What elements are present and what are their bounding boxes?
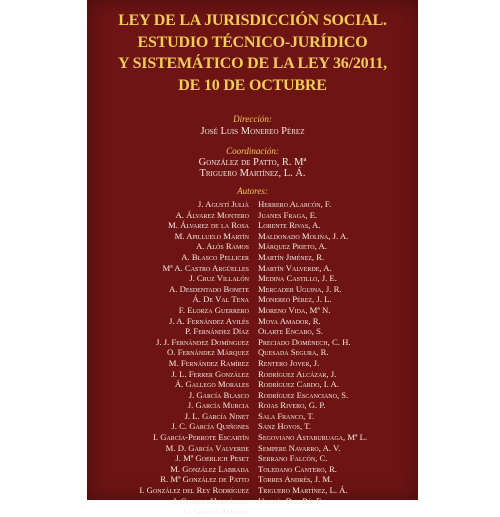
author-name: Rodríguez Cardo, I. A. <box>258 379 339 390</box>
author-name: Valdés Dal Ré, F. <box>258 495 323 506</box>
author-name: J. L. García Ninet <box>184 410 249 421</box>
author-name: A. Alós Ramos <box>195 241 249 252</box>
author-name: Rojas Rivero, G. P. <box>258 400 326 411</box>
author-name: J. García Murcia <box>187 400 249 411</box>
author-name: Rentero Jover, J. <box>258 357 320 368</box>
author-name: Juanes Fraga, E. <box>258 209 318 220</box>
author-name: Toledano Cantero, R. <box>258 463 337 474</box>
book-title <box>87 10 418 96</box>
title-line-4: DE 10 DE OCTUBRE <box>178 76 327 94</box>
author-name: Martín Jiménez, R. <box>258 251 325 262</box>
author-name: Sanz Hoyos, T. <box>258 421 311 432</box>
author-name: M. D. García Valverde <box>165 442 249 453</box>
author-name: J. Cruz Villalón <box>189 273 249 284</box>
author-name: J. Gorelli Hernández <box>172 495 249 506</box>
author-name: R. Mª González de Patto <box>160 474 249 485</box>
title-line-3: Y SISTEMÁTICO DE LA LEY 36/2011, <box>118 55 387 72</box>
author-name: Moreno Vida, Mª N. <box>258 304 331 315</box>
author-name: Olarte Encabo, S. <box>258 326 324 337</box>
author-name: J. Mª Goerlich Peset <box>175 453 249 464</box>
coordinator-name-2: Triguero Martínez, L. Á. <box>199 168 306 179</box>
author-name: F. Elorza Guerrero <box>178 304 249 315</box>
author-name: Herrero Alarcón, F. <box>258 199 332 209</box>
author-name: M. Álvarez de la Rosa <box>168 220 249 231</box>
author-name: Monereo Pérez, J. L. <box>258 294 332 305</box>
author-name: Quesada Segura, R. <box>258 347 329 358</box>
author-name: Mª A. Castro Argüelles <box>162 262 249 273</box>
author-name: J. Agustí Julià <box>197 199 249 209</box>
author-name: M. Fernández Ramírez <box>168 357 249 368</box>
author-name: Á. Gallego Morales <box>174 379 249 390</box>
author-name: Torres Andrés, J. M. <box>258 474 333 485</box>
author-name: J. J. Fernández Domínguez <box>155 336 249 347</box>
author-name: G. Gracia Alegría <box>183 506 249 517</box>
coordinator-name-1: González de Patto, R. Mª <box>198 157 307 168</box>
author-name: A. Blasco Pellicer <box>181 251 249 262</box>
author-name: M. Apilluelo Martín <box>174 230 249 241</box>
author-name: M. González Labrada <box>170 463 249 474</box>
author-name: Martín Valverde, A. <box>258 262 332 273</box>
author-name: Sala Franco, T. <box>258 410 315 421</box>
direccion-label: Dirección: <box>233 114 272 124</box>
title-line-1: LEY DE LA JURISDICCIÓN SOCIAL. <box>118 12 387 29</box>
author-name: Serrano Falcón, C. <box>258 453 328 464</box>
author-name: I. García-Perrote Escartín <box>152 432 249 443</box>
authors-left-column <box>87 199 249 517</box>
author-name: J. A. Fernández Avilés <box>169 315 249 326</box>
authors-right-column <box>258 199 418 506</box>
author-name: Á. De Val Tena <box>192 294 249 305</box>
author-name: I. González del Rey Rodríguez <box>139 485 249 496</box>
author-name: Medina Castillo, J. E. <box>258 273 337 284</box>
author-name: Triguero Martínez, L. Á. <box>258 485 348 496</box>
author-name: A. Desdentado Bonete <box>168 283 249 294</box>
author-name: J. C. García Quiñones <box>171 421 249 432</box>
author-name: Márquez Prieto, A. <box>258 241 327 252</box>
coordinacion-label: Coordinación: <box>226 146 279 156</box>
author-name: Lorente Rivas, A. <box>258 220 321 231</box>
author-name: J. L. Ferrer González <box>171 368 249 379</box>
direccion-name: José Luis Monereo Pérez <box>200 126 305 137</box>
author-name: J. García Blasco <box>188 389 249 400</box>
author-name: Preciado Domènech, C. H. <box>258 336 351 347</box>
authors-list <box>87 199 418 517</box>
author-name: Rodríguez Alcázar, J. <box>258 368 337 379</box>
author-name: Maldonado Molina, J. A. <box>258 230 349 241</box>
author-name: Segoviano Astaburuaga, Mª L. <box>258 432 368 443</box>
author-name: Mercader Uguina, J. R. <box>258 283 342 294</box>
author-name: Sempere Navarro, A. V. <box>258 442 341 453</box>
author-name: O. Fernández Márquez <box>166 347 249 358</box>
author-name: A. Álvarez Montero <box>175 209 249 220</box>
autores-label: Autores: <box>237 186 268 196</box>
author-name: Rodríguez Escanciano, S. <box>258 389 349 400</box>
book-cover <box>87 0 418 517</box>
author-name: P. Fernández Díaz <box>185 326 249 337</box>
author-name: Moya Amador, R. <box>258 315 321 326</box>
title-line-2: ESTUDIO TÉCNICO-JURÍDICO <box>137 33 368 51</box>
